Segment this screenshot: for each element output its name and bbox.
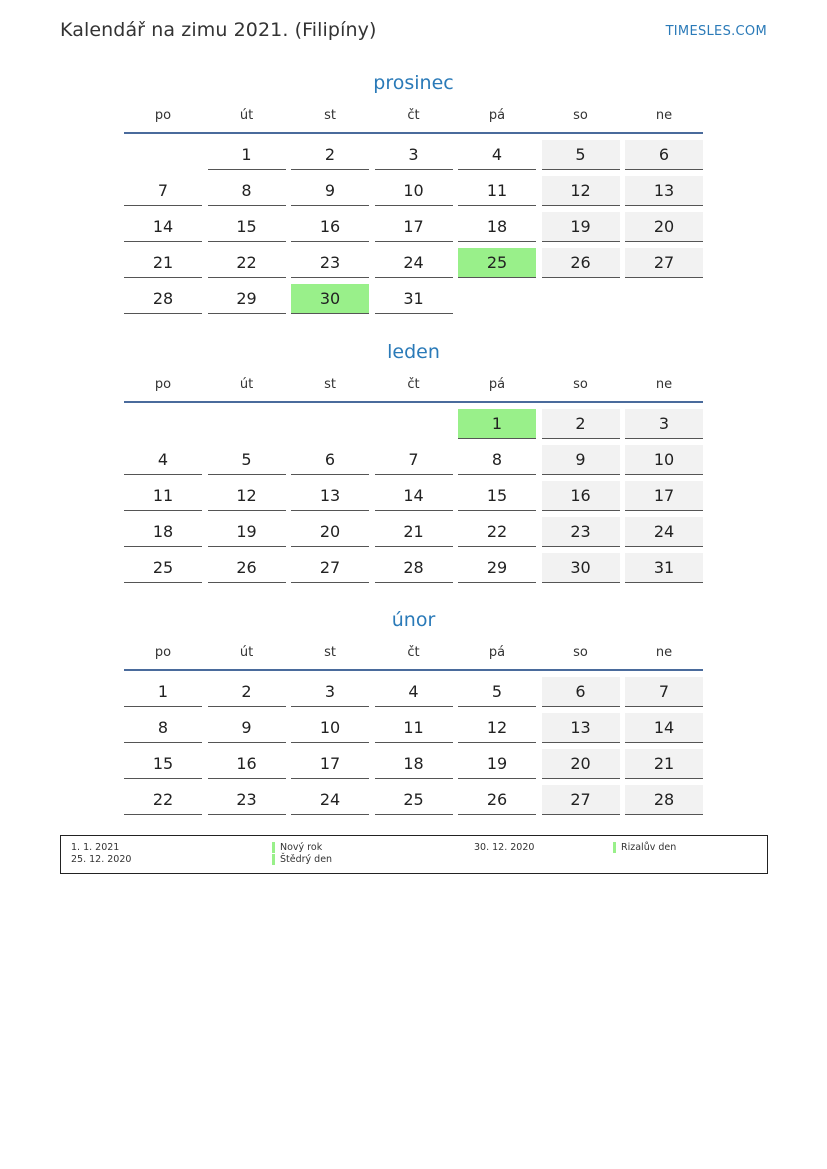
day-cell: 4: [458, 140, 536, 170]
day-cell: 21: [375, 517, 453, 547]
weekday-label: ne: [655, 645, 673, 660]
holiday-marker-icon: [272, 842, 275, 853]
day-cell: 18: [124, 517, 202, 547]
weekday-header: [124, 106, 703, 134]
day-cell: 9: [542, 445, 620, 475]
day-cell: 10: [291, 713, 369, 743]
month-calendar: [124, 607, 703, 819]
day-cell: 21: [124, 248, 202, 278]
page-title: Kalendář na zimu 2021. (Filipíny): [60, 19, 377, 41]
day-cell: 6: [625, 140, 703, 170]
day-cell: 27: [291, 553, 369, 583]
weekday-header: [124, 643, 703, 671]
weeks: [124, 138, 703, 318]
day-cell: 8: [124, 713, 202, 743]
day-cell: 9: [291, 176, 369, 206]
day-cell: 29: [208, 284, 286, 314]
weekday-label: út: [239, 108, 254, 123]
day-cell: 24: [291, 785, 369, 815]
weekday-label: út: [239, 377, 254, 392]
day-cell: 16: [542, 481, 620, 511]
day-cell: 12: [542, 176, 620, 206]
day-cell: 22: [458, 517, 536, 547]
day-cell: 12: [208, 481, 286, 511]
weekday-label: čt: [407, 645, 420, 660]
day-cell: 10: [625, 445, 703, 475]
weekday-label: st: [324, 377, 336, 392]
day-cell: 24: [375, 248, 453, 278]
weeks: [124, 675, 703, 819]
day-cell: 4: [375, 677, 453, 707]
day-cell: 20: [625, 212, 703, 242]
brand-link[interactable]: TIMESLES.COM: [665, 24, 767, 39]
day-cell: 23: [291, 248, 369, 278]
day-cell: 16: [208, 749, 286, 779]
day-cell: 2: [208, 677, 286, 707]
empty-day-cell: [291, 409, 369, 439]
day-cell: 8: [208, 176, 286, 206]
day-cell: 15: [458, 481, 536, 511]
day-cell: 10: [375, 176, 453, 206]
day-cell: 6: [542, 677, 620, 707]
day-cell: 7: [375, 445, 453, 475]
day-cell: 17: [625, 481, 703, 511]
day-cell: 28: [625, 785, 703, 815]
day-cell: 16: [291, 212, 369, 242]
day-cell: 20: [291, 517, 369, 547]
weekday-label: po: [154, 645, 172, 660]
weeks: [124, 407, 703, 587]
week-row: [124, 138, 703, 174]
day-cell: 30: [542, 553, 620, 583]
day-cell: 27: [625, 248, 703, 278]
holiday-marker-icon: [272, 854, 275, 865]
week-row: [124, 551, 703, 587]
day-cell: 9: [208, 713, 286, 743]
empty-day-cell: [208, 409, 286, 439]
day-cell: 17: [375, 212, 453, 242]
empty-day-cell: [458, 284, 536, 314]
weekday-label: čt: [407, 377, 420, 392]
month-calendar: [124, 70, 703, 318]
day-cell: 7: [625, 677, 703, 707]
week-row: [124, 246, 703, 282]
day-cell: 26: [208, 553, 286, 583]
day-cell: 21: [625, 749, 703, 779]
day-cell: 14: [124, 212, 202, 242]
month-name: únor: [391, 609, 436, 631]
day-cell: 11: [375, 713, 453, 743]
weekday-label: pá: [488, 377, 506, 392]
day-cell: 24: [625, 517, 703, 547]
day-cell: 1: [208, 140, 286, 170]
day-cell: 13: [625, 176, 703, 206]
day-cell: 22: [208, 248, 286, 278]
day-cell: 29: [458, 553, 536, 583]
day-cell: 5: [458, 677, 536, 707]
empty-day-cell: [542, 284, 620, 314]
day-cell: 23: [208, 785, 286, 815]
day-cell: 15: [124, 749, 202, 779]
legend-name: Štědrý den: [280, 854, 333, 865]
weekday-label: so: [573, 377, 588, 392]
holiday-day-cell: 30: [291, 284, 369, 314]
weekday-label: so: [573, 645, 588, 660]
day-cell: 25: [375, 785, 453, 815]
week-row: [124, 210, 703, 246]
weekday-label: st: [324, 108, 336, 123]
legend-name: Rizalův den: [621, 842, 677, 853]
empty-day-cell: [625, 284, 703, 314]
week-row: [124, 747, 703, 783]
day-cell: 1: [124, 677, 202, 707]
day-cell: 2: [291, 140, 369, 170]
day-cell: 3: [375, 140, 453, 170]
empty-day-cell: [124, 140, 202, 170]
day-cell: 3: [625, 409, 703, 439]
day-cell: 26: [542, 248, 620, 278]
day-cell: 8: [458, 445, 536, 475]
day-cell: 5: [542, 140, 620, 170]
day-cell: 15: [208, 212, 286, 242]
week-row: [124, 711, 703, 747]
day-cell: 6: [291, 445, 369, 475]
day-cell: 25: [124, 553, 202, 583]
day-cell: 27: [542, 785, 620, 815]
week-row: [124, 783, 703, 819]
day-cell: 31: [375, 284, 453, 314]
day-cell: 31: [625, 553, 703, 583]
legend-name: Nový rok: [280, 842, 323, 853]
holiday-day-cell: 25: [458, 248, 536, 278]
weekday-label: po: [154, 377, 172, 392]
day-cell: 19: [208, 517, 286, 547]
week-row: [124, 479, 703, 515]
month-name: prosinec: [373, 72, 454, 94]
month-calendar: [124, 339, 703, 587]
weekday-label: út: [239, 645, 254, 660]
day-cell: 14: [375, 481, 453, 511]
day-cell: 7: [124, 176, 202, 206]
holiday-day-cell: 1: [458, 409, 536, 439]
legend-date: 30. 12. 2020: [474, 842, 535, 853]
day-cell: 2: [542, 409, 620, 439]
day-cell: 28: [375, 553, 453, 583]
week-row: [124, 515, 703, 551]
day-cell: 17: [291, 749, 369, 779]
legend-date: 1. 1. 2021: [71, 842, 120, 853]
day-cell: 3: [291, 677, 369, 707]
weekday-label: so: [573, 108, 588, 123]
day-cell: 19: [458, 749, 536, 779]
day-cell: 23: [542, 517, 620, 547]
day-cell: 5: [208, 445, 286, 475]
month-name: leden: [387, 341, 440, 363]
weekday-header: [124, 375, 703, 403]
day-cell: 28: [124, 284, 202, 314]
holiday-marker-icon: [613, 842, 616, 853]
day-cell: 18: [375, 749, 453, 779]
day-cell: 4: [124, 445, 202, 475]
weekday-label: čt: [407, 108, 420, 123]
day-cell: 13: [291, 481, 369, 511]
weekday-label: ne: [655, 377, 673, 392]
weekday-label: pá: [488, 108, 506, 123]
week-row: [124, 282, 703, 318]
day-cell: 19: [542, 212, 620, 242]
empty-day-cell: [375, 409, 453, 439]
day-cell: 26: [458, 785, 536, 815]
day-cell: 18: [458, 212, 536, 242]
holiday-legend: [60, 835, 768, 874]
week-row: [124, 675, 703, 711]
legend-date: 25. 12. 2020: [71, 854, 132, 865]
week-row: [124, 174, 703, 210]
weekday-label: po: [154, 108, 172, 123]
empty-day-cell: [124, 409, 202, 439]
day-cell: 11: [124, 481, 202, 511]
day-cell: 11: [458, 176, 536, 206]
weekday-label: ne: [655, 108, 673, 123]
week-row: [124, 443, 703, 479]
day-cell: 22: [124, 785, 202, 815]
day-cell: 12: [458, 713, 536, 743]
weekday-label: st: [324, 645, 336, 660]
weekday-label: pá: [488, 645, 506, 660]
day-cell: 20: [542, 749, 620, 779]
week-row: [124, 407, 703, 443]
day-cell: 14: [625, 713, 703, 743]
day-cell: 13: [542, 713, 620, 743]
